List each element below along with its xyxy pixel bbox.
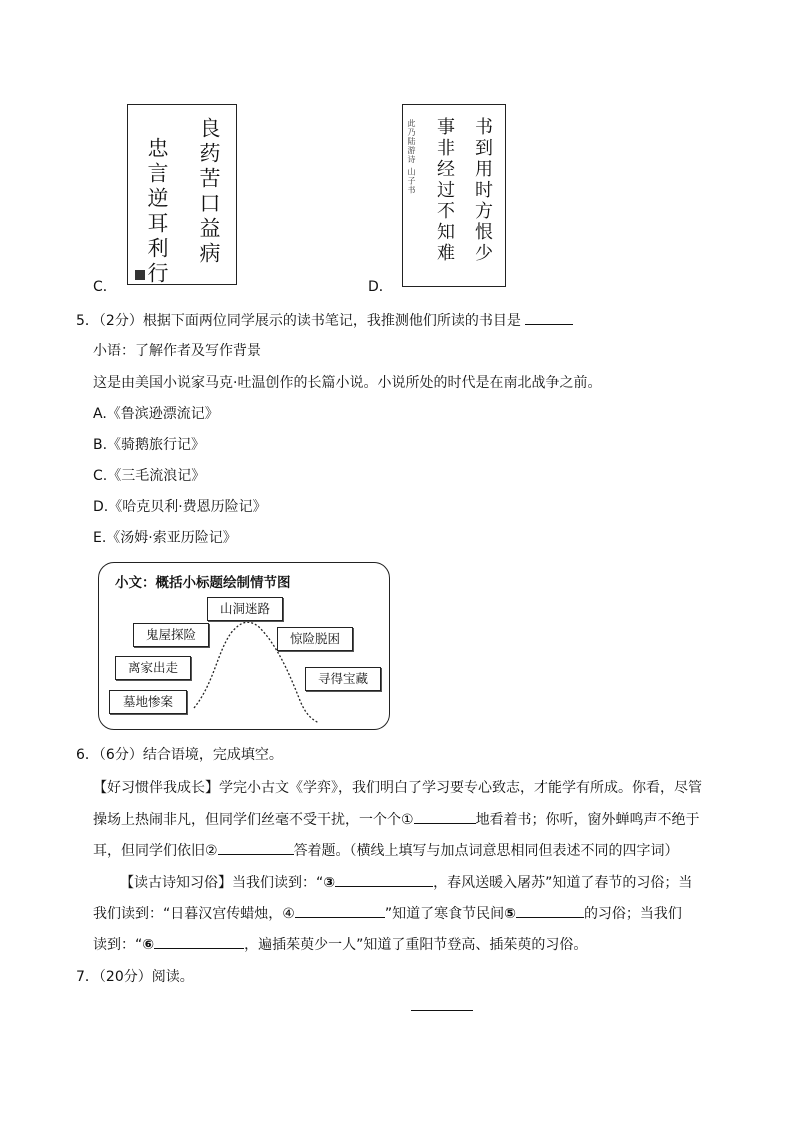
plot-box-treasure: 寻得宝藏 bbox=[305, 667, 381, 691]
q5-note-a-title: 小语：了解作者及写作背景 bbox=[93, 343, 261, 359]
q6-stem: 6．（6分）结合语境，完成填空。 bbox=[76, 747, 283, 763]
q6-blank-1[interactable] bbox=[414, 809, 476, 824]
plot-box-graveyard: 墓地惨案 bbox=[109, 690, 187, 714]
calligraphy-d-inscription: 此乃陆游诗 山子书 bbox=[407, 119, 416, 195]
q5-stem: 5．（2分）根据下面两位同学展示的读书笔记，我推测他们所读的书目是 bbox=[76, 310, 573, 331]
q5-option: B.《骑鹅旅行记》 bbox=[93, 437, 206, 453]
q5-option: A.《鲁滨逊漂流记》 bbox=[93, 406, 219, 422]
calligraphy-c-col-left: 忠言逆耳利行 bbox=[145, 137, 169, 287]
option-c-label: C． bbox=[93, 279, 117, 295]
option-d-label: D． bbox=[368, 279, 393, 295]
calligraphy-d-col-mid: 事非经过不知难 bbox=[434, 117, 455, 264]
plot-box-run-away: 离家出走 bbox=[115, 656, 191, 680]
q7-title-blank[interactable] bbox=[411, 1010, 473, 1011]
calligraphy-image-c bbox=[127, 104, 237, 285]
q5-option: C.《三毛流浪记》 bbox=[93, 468, 206, 484]
q6-p2-line3: 读到：“⑥ ，遍插茱萸少一人”知道了重阳节登高、插茱萸的习俗。 bbox=[93, 934, 587, 955]
q6-p2-line1: 【读古诗知习俗】当我们读到：“③ ，春风送暖入屠苏”知道了春节的习俗；当 bbox=[120, 872, 692, 893]
q5-answer-blank[interactable] bbox=[525, 310, 573, 325]
q7-stem: 7．（20分）阅读。 bbox=[76, 969, 194, 985]
q6-p2-line2: 我们读到：“日暮汉宫传蜡烛，④ ”知道了寒食节民间⑤ 的习俗；当我们 bbox=[93, 903, 682, 924]
q6-p1-line1: 【好习惯伴我成长】学完小古文《学弈》，我们明白了学习要专心致志，才能学有所成。你看，尽管 bbox=[93, 780, 702, 796]
calligraphy-c-col-right: 良药苦口益病 bbox=[197, 117, 221, 267]
calligraphy-d-col-right: 书到用时方恨少 bbox=[472, 117, 493, 264]
q6-blank-3[interactable] bbox=[335, 872, 433, 887]
plot-diagram-title: 小文：概括小标题绘制情节图 bbox=[115, 575, 291, 591]
plot-box-escape: 惊险脱困 bbox=[277, 627, 353, 651]
q5-option: D.《哈克贝利·费恩历险记》 bbox=[93, 499, 267, 515]
plot-box-haunted-house: 鬼屋探险 bbox=[133, 623, 209, 647]
q6-p1-line3: 耳，但同学们依旧② 答着题。（横线上填写与加点词意思相同但表述不同的四字词） bbox=[93, 840, 679, 861]
q6-blank-4[interactable] bbox=[295, 903, 385, 918]
plot-box-cave: 山洞迷路 bbox=[207, 597, 283, 621]
q6-p1-line2: 操场上热闹非凡，但同学们丝毫不受干扰，一个个① 地看着书；你听，窗外蝉鸣声不绝于 bbox=[93, 809, 700, 830]
calligraphy-image-d bbox=[402, 104, 506, 287]
q6-blank-6[interactable] bbox=[154, 934, 244, 949]
q6-blank-5[interactable] bbox=[516, 903, 584, 918]
q6-blank-2[interactable] bbox=[218, 840, 294, 855]
q5-note-a-text: 这是由美国小说家马克·吐温创作的长篇小说。小说所处的时代是在南北战争之前。 bbox=[93, 375, 602, 391]
seal-stamp bbox=[135, 270, 145, 280]
plot-diagram bbox=[98, 562, 390, 730]
q5-option: E.《汤姆·索亚历险记》 bbox=[93, 530, 237, 546]
